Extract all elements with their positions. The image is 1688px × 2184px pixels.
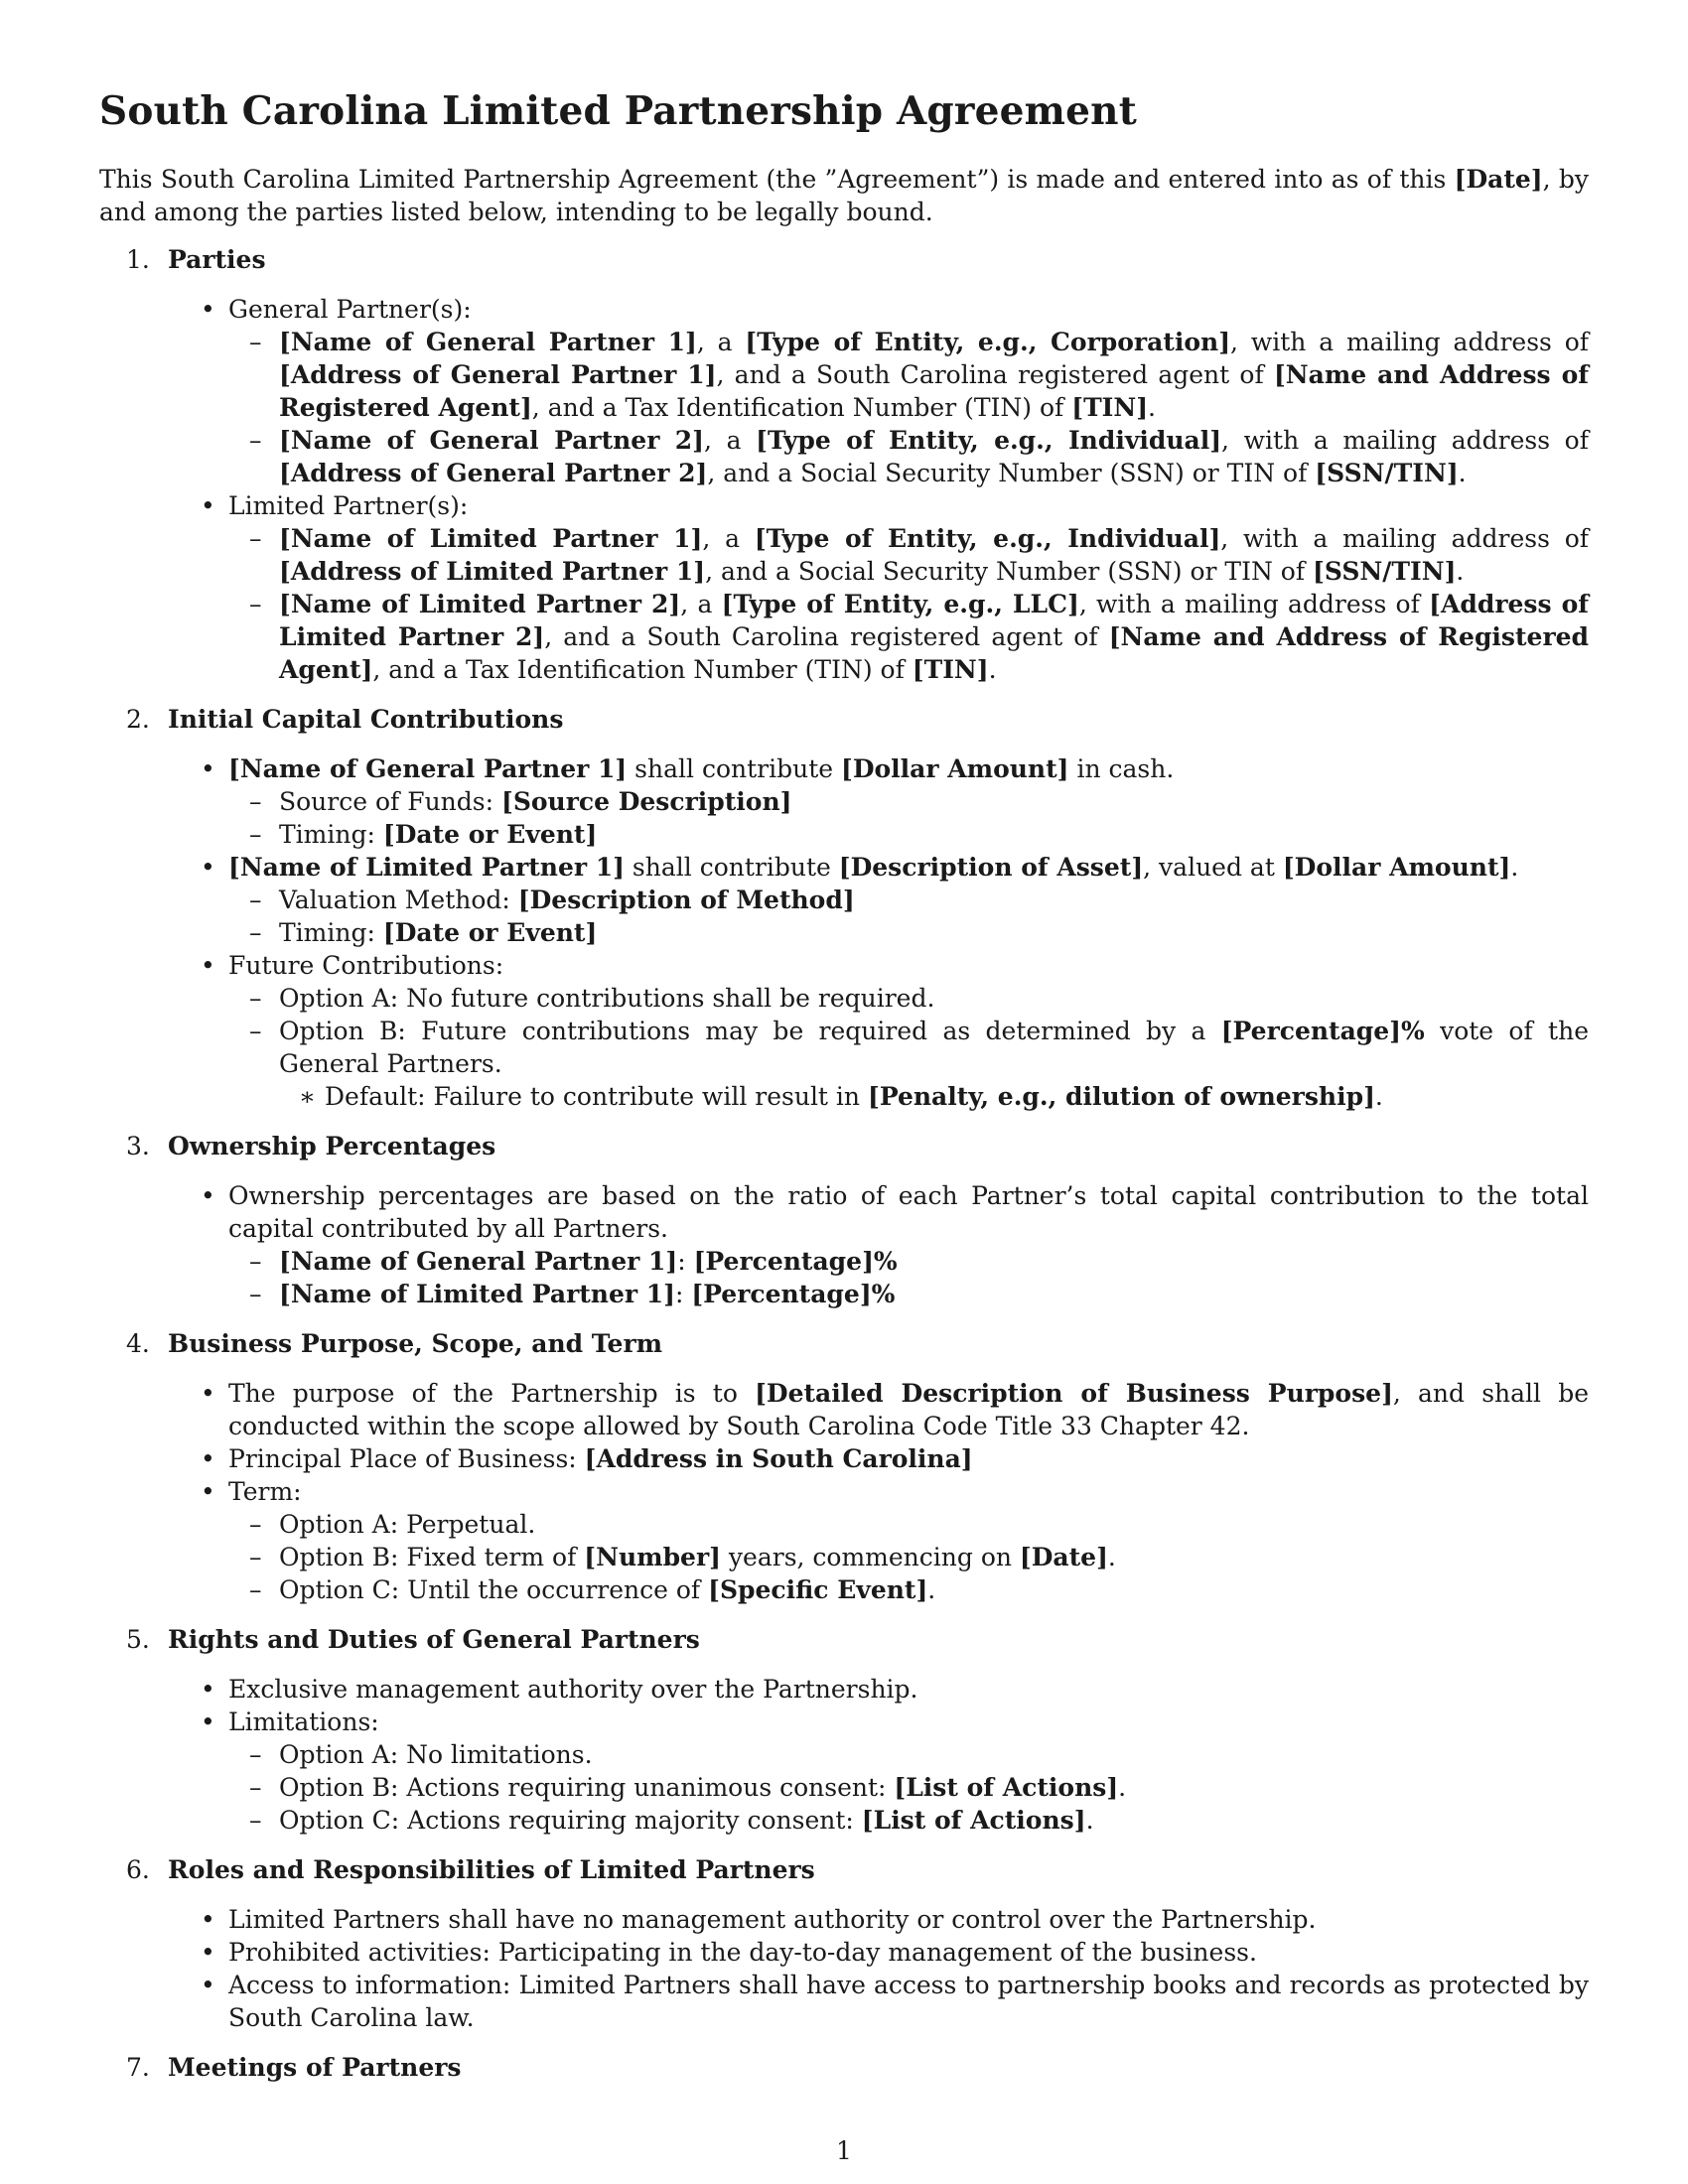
section-number: 3. <box>126 1132 150 1160</box>
list-item <box>249 1771 1589 1804</box>
dash-marker: – <box>249 590 262 618</box>
list-item <box>201 1936 1589 1969</box>
list-level-2 <box>228 785 1589 851</box>
dash-marker: – <box>249 426 262 455</box>
section-heading <box>99 2051 1589 2084</box>
list-item <box>249 1278 1589 1310</box>
list-item-text: Source of Funds: [Source Description] <box>279 787 792 816</box>
list-item-text: Access to information: Limited Partners shall have access to partnership books and records as protected by South Carolina law. <box>228 1971 1589 2032</box>
list-level-2 <box>228 1508 1589 1606</box>
list-level-1 <box>99 752 1589 1113</box>
bullet-marker: • <box>201 1938 215 1967</box>
list-item <box>201 1179 1589 1310</box>
section-title: Initial Capital Contributions <box>168 705 564 734</box>
bullet-marker: • <box>201 754 215 783</box>
section <box>99 1130 1589 1310</box>
bullet-marker: • <box>201 491 215 520</box>
list-item <box>249 785 1589 818</box>
section-number: 7. <box>126 2053 150 2082</box>
section-heading <box>99 1327 1589 1360</box>
list-level-2 <box>228 326 1589 489</box>
list-item <box>249 818 1589 851</box>
bullet-marker: • <box>201 1905 215 1934</box>
section-heading <box>99 1130 1589 1162</box>
bullet-marker: • <box>201 1181 215 1210</box>
section-heading <box>99 703 1589 736</box>
section-title: Business Purpose, Scope, and Term <box>168 1329 663 1358</box>
list-item <box>201 1442 1589 1475</box>
list-item <box>201 1673 1589 1706</box>
dash-marker: – <box>249 1575 262 1604</box>
list-item-text: [Name of General Partner 1] shall contribute [Dollar Amount] in cash. <box>228 754 1175 783</box>
list-item-text: Option B: Future contributions may be required as determined by a [Percentage]% vote of the General Partners. <box>279 1017 1589 1078</box>
section-heading <box>99 243 1589 276</box>
dash-marker: – <box>249 1773 262 1802</box>
list-item-text: Option A: Perpetual. <box>279 1510 536 1539</box>
dash-marker: – <box>249 1017 262 1045</box>
dash-marker: – <box>249 1280 262 1308</box>
list-item <box>249 916 1589 949</box>
list-item <box>249 1015 1589 1113</box>
list-level-3 <box>279 1080 1589 1113</box>
list-item <box>249 1738 1589 1771</box>
list-item <box>249 326 1590 424</box>
list-level-1 <box>99 1179 1589 1310</box>
list-level-2 <box>228 884 1589 949</box>
list-item-text: [Name of General Partner 2], a [Type of Entity, e.g., Individual], with a mailing address of [Address of General Partner 2], and a Social Security Number (SSN) or TIN of [SSN/TIN]. <box>279 426 1589 487</box>
list-level-2 <box>228 982 1589 1113</box>
dash-marker: – <box>249 1510 262 1539</box>
list-item <box>249 1508 1589 1541</box>
list-item <box>249 424 1589 489</box>
list-level-1 <box>99 293 1589 686</box>
list-item-text: Option C: Until the occurrence of [Specific Event]. <box>279 1575 936 1604</box>
list-item-text: Option B: Fixed term of [Number] years, commencing on [Date]. <box>279 1543 1116 1571</box>
list-item <box>249 1245 1589 1278</box>
list-item <box>249 1541 1589 1573</box>
list-item-text: Term: <box>228 1477 302 1506</box>
section-number: 2. <box>126 705 150 734</box>
bullet-marker: • <box>201 1477 215 1506</box>
section-heading <box>99 1623 1589 1656</box>
dash-marker: – <box>249 886 262 914</box>
dash-marker: – <box>249 984 262 1013</box>
list-item-text: Ownership percentages are based on the ratio of each Partner’s total capital contribution to the total capital contributed by all Partners. <box>228 1181 1589 1243</box>
list-item-text: Option A: No future contributions shall be required. <box>279 984 935 1013</box>
list-item <box>249 884 1589 916</box>
section <box>99 1623 1589 1837</box>
list-item-text: [Name of Limited Partner 2], a [Type of Entity, e.g., LLC], with a mailing address of [Address of Limited Partner 2], and a South Carolina registered agent of [Name and Address of Registered Agent], and a Tax Identification Number (TIN) of [TIN]. <box>279 590 1590 684</box>
list-item-text: General Partner(s): <box>228 295 472 324</box>
list-item-text: Limited Partners shall have no management authority or control over the Partnership. <box>228 1905 1317 1934</box>
section-title: Parties <box>168 245 266 274</box>
section-title: Ownership Percentages <box>168 1132 496 1160</box>
list-level-2 <box>228 522 1589 686</box>
list-item <box>201 851 1589 949</box>
list-item <box>201 1903 1589 1936</box>
dash-marker: – <box>249 918 262 947</box>
list-item-text: Option B: Actions requiring unanimous consent: [List of Actions]. <box>279 1773 1127 1802</box>
section <box>99 1853 1589 2034</box>
section <box>99 2051 1589 2084</box>
section-title: Roles and Responsibilities of Limited Partners <box>168 1855 815 1884</box>
list-item-text: Timing: [Date or Event] <box>279 918 598 947</box>
list-level-2 <box>228 1738 1589 1837</box>
list-item-text: Option C: Actions requiring majority consent: [List of Actions]. <box>279 1806 1094 1835</box>
list-item-text: Limitations: <box>228 1707 379 1736</box>
section <box>99 243 1589 686</box>
bullet-marker: • <box>201 1675 215 1704</box>
bullet-marker: • <box>201 1971 215 1999</box>
document-title: South Carolina Limited Partnership Agreement <box>99 88 1137 134</box>
list-item <box>201 1475 1589 1606</box>
dash-marker: – <box>249 1806 262 1835</box>
list-item-text: Default: Failure to contribute will result in [Penalty, e.g., dilution of ownership]. <box>325 1082 1383 1111</box>
list-item-text: Principal Place of Business: [Address in South Carolina] <box>228 1444 973 1473</box>
list-item-text: Option A: No limitations. <box>279 1740 593 1769</box>
dash-marker: – <box>249 524 262 553</box>
bullet-marker: • <box>201 951 215 980</box>
section-number: 4. <box>126 1329 150 1358</box>
page-number: 1 <box>836 2136 852 2165</box>
list-item-text: Prohibited activities: Participating in the day-to-day management of the business. <box>228 1938 1257 1967</box>
section-title: Rights and Duties of General Partners <box>168 1625 700 1654</box>
bullet-marker: • <box>201 853 215 882</box>
sections-list <box>99 243 1589 2084</box>
list-item-text: [Name of General Partner 1], a [Type of Entity, e.g., Corporation], with a mailing address of [Address of General Partner 1], and a South Carolina registered agent of [Name and Address of Registered Agent], and a Tax Identification Number (TIN) of [TIN]. <box>279 328 1590 422</box>
list-item <box>201 1377 1590 1442</box>
list-item-text: [Name of Limited Partner 1] shall contribute [Description of Asset], valued at [Dollar Amount]. <box>228 853 1519 882</box>
dash-marker: – <box>249 1543 262 1571</box>
list-level-2 <box>228 1245 1589 1310</box>
section-title: Meetings of Partners <box>168 2053 462 2082</box>
list-item-text: Timing: [Date or Event] <box>279 820 598 849</box>
bullet-marker: • <box>201 295 215 324</box>
section-number: 5. <box>126 1625 150 1654</box>
list-item <box>201 1706 1589 1837</box>
section-number: 1. <box>126 245 150 274</box>
list-level-1 <box>99 1673 1589 1837</box>
list-item <box>249 1804 1589 1837</box>
section <box>99 1327 1589 1606</box>
list-item <box>201 752 1589 851</box>
bullet-marker: • <box>201 1707 215 1736</box>
bullet-marker: • <box>201 1444 215 1473</box>
list-item-text: [Name of Limited Partner 1]: [Percentage]% <box>279 1280 896 1308</box>
list-item-text: [Name of General Partner 1]: [Percentage]% <box>279 1247 898 1276</box>
list-item-text: Future Contributions: <box>228 951 504 980</box>
list-item-text: Limited Partner(s): <box>228 491 469 520</box>
dash-marker: – <box>249 1247 262 1276</box>
dash-marker: – <box>249 1740 262 1769</box>
section-number: 6. <box>126 1855 150 1884</box>
list-item <box>201 293 1590 489</box>
dash-marker: – <box>249 787 262 816</box>
list-item-text: Exclusive management authority over the Partnership. <box>228 1675 918 1704</box>
intro-paragraph: This South Carolina Limited Partnership Agreement (the ”Agreement”) is made and entered into as of this [Date], by and among the parties listed below, intending to be legally bound. <box>99 165 1589 226</box>
list-level-1 <box>99 1903 1589 2034</box>
dash-marker: – <box>249 328 262 356</box>
bullet-marker: • <box>201 1379 215 1408</box>
list-item <box>249 1573 1589 1606</box>
list-item-text: The purpose of the Partnership is to [Detailed Description of Business Purpose], and shall be conducted within the scope allowed by South Carolina Code Title 33 Chapter 42. <box>228 1379 1590 1440</box>
list-item-text: [Name of Limited Partner 1], a [Type of Entity, e.g., Individual], with a mailing address of [Address of Limited Partner 1], and a Social Security Number (SSN) or TIN of [SSN/TIN]. <box>279 524 1590 586</box>
list-item <box>249 982 1589 1015</box>
list-item <box>201 489 1590 686</box>
list-level-1 <box>99 1377 1589 1606</box>
list-item <box>201 1969 1589 2034</box>
list-item <box>201 949 1589 1113</box>
star-marker: ∗ <box>299 1082 316 1111</box>
section-heading <box>99 1853 1589 1886</box>
dash-marker: – <box>249 820 262 849</box>
list-item <box>299 1080 1589 1113</box>
list-item <box>249 522 1590 588</box>
section <box>99 703 1589 1113</box>
list-item <box>249 588 1590 686</box>
list-item-text: Valuation Method: [Description of Method] <box>279 886 855 914</box>
